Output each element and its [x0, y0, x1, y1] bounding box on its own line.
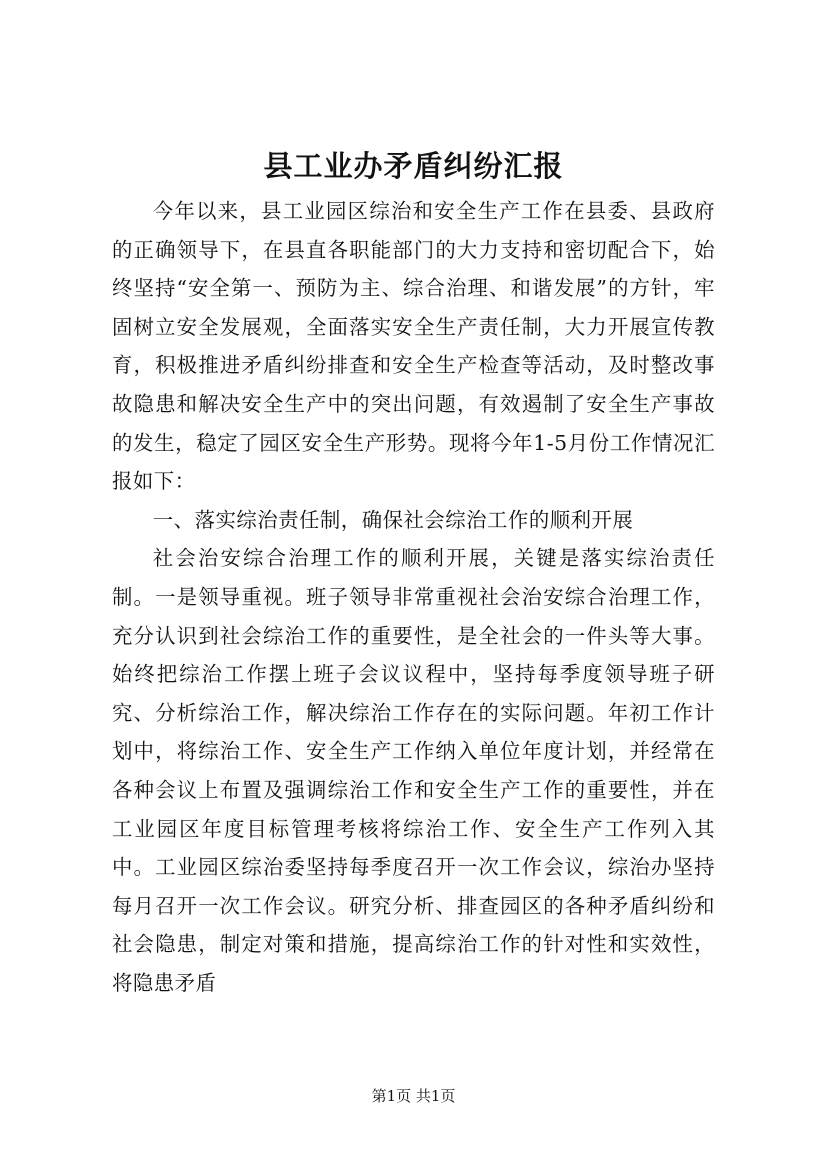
document-body: [112, 192, 715, 1002]
section-heading-1: 一、落实综治责任制，确保社会综治工作的顺利开展: [152, 507, 634, 532]
page-footer: 第1页 共1页: [371, 1087, 456, 1105]
document-title: 县工业办矛盾纠纷汇报: [263, 149, 564, 183]
paragraph-section-1: 社会治安综合治理工作的顺利开展，关键是落实综治责任制。一是领导重视。班子领导非常重视社会治安综合治理工作，充分认识到社会综治工作的重要性，是全社会的一件头等大事。始终把综治工作摆上班子会议议程中，坚持每季度领导班子研究、分析综治工作，解决综治工作存在的实际问题。年初工作计划中，将综治工作、安全生产工作纳入单位年度计划，并经常在各种会议上布置及强调综治工作和安全生产工作的重要性，并在工业园区年度目标管理考核将综治工作、安全生产工作列入其中。工业园区综治委坚持每季度召开一次工作会议，综治办坚持每月召开一次工作会议。研究分析、排查园区的各种矛盾纠纷和社会隐患，制定对策和措施，提高综治工作的针对性和实效性，将隐患矛盾: [112, 546, 715, 995]
paragraph-intro: 今年以来，县工业园区综治和安全生产工作在县委、县政府的正确领导下，在县直各职能部门的大力支持和密切配合下，始终坚持“安全第一、预防为主、综合治理、和谐发展”的方针，牢固树立安全发展观，全面落实安全生产责任制，大力开展宣传教育，积极推进矛盾纠纷排查和安全生产检查等活动，及时整改事故隐患和解决安全生产中的突出问题，有效遏制了安全生产事故的发生，稳定了园区安全生产形势。现将今年1-5月份工作情况汇报如下：: [112, 199, 715, 494]
